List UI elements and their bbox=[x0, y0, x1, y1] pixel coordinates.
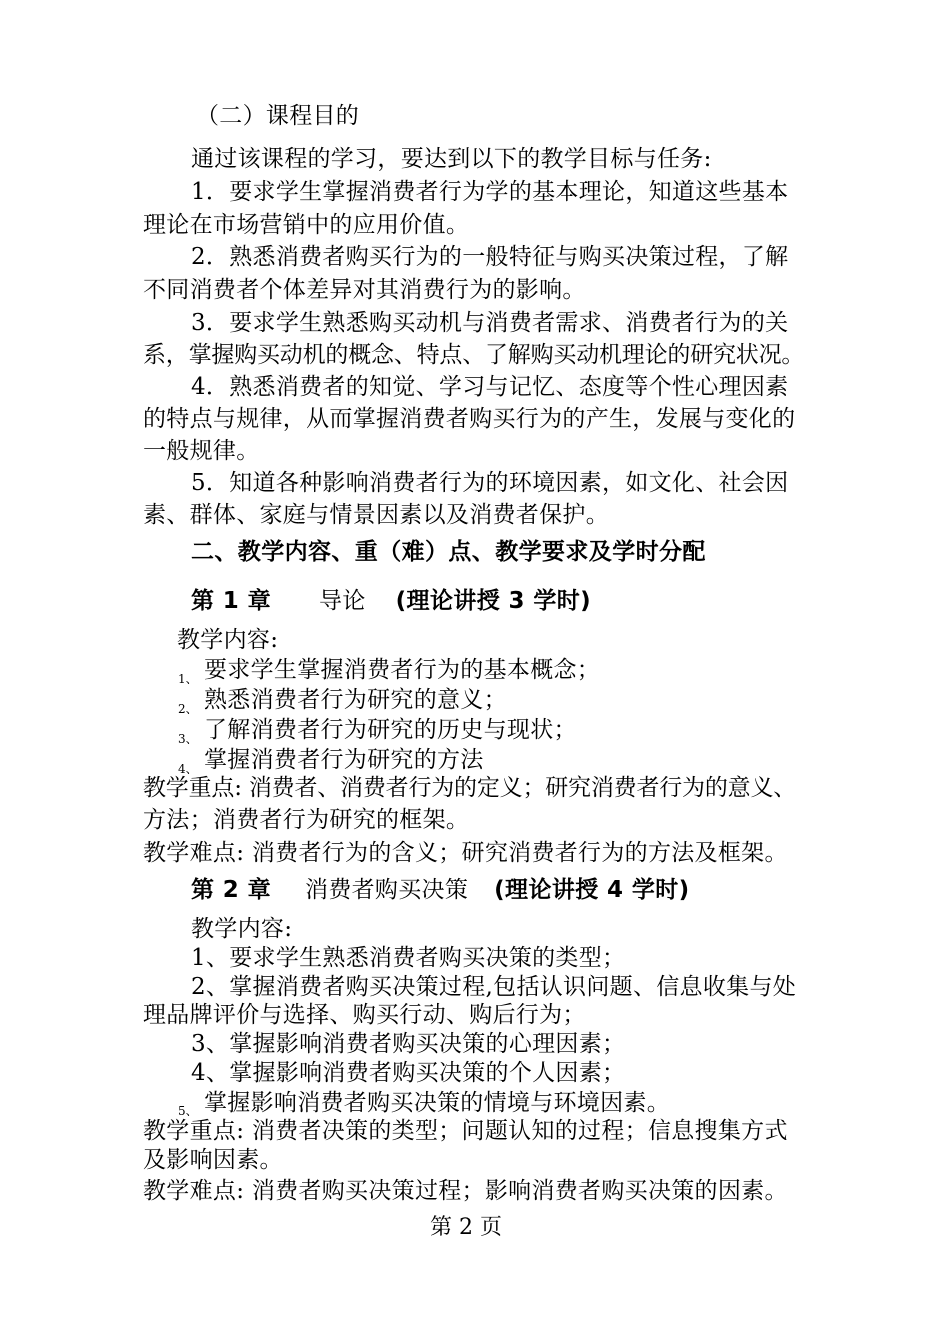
chapter-1-item-2-number: 2、 bbox=[178, 702, 198, 716]
chapter-1-item-3-number: 3、 bbox=[178, 732, 198, 746]
chapter-1-content-label: 教学内容: bbox=[177, 627, 279, 653]
chapter-1-item-3: 了解消费者行为研究的历史与现状； bbox=[204, 717, 577, 743]
chapter-2-item-1: 1、要求学生熟悉消费者购买决策的类型； bbox=[191, 945, 626, 971]
chapter-1-item-1: 要求学生掌握消费者行为的基本概念； bbox=[204, 657, 601, 683]
chapter-1-difficulties: 教学难点: 消费者行为的含义；研究消费者行为的方法及框架。 bbox=[143, 840, 788, 866]
chapter-1-item-1-number: 1、 bbox=[178, 672, 198, 686]
chapter-2-item-5: 掌握影响消费者购买决策的情境与环境因素。 bbox=[204, 1090, 670, 1116]
chapter-2-title: 消费者购买决策 bbox=[305, 877, 469, 903]
chapter-2-key-points-line1: 教学重点: 消费者决策的类型；问题认知的过程；信息搜集方式 bbox=[143, 1118, 788, 1144]
chapter-2-item-5-number: 5、 bbox=[178, 1104, 198, 1118]
chapter-2-content-label: 教学内容: bbox=[191, 916, 293, 942]
objectives-heading: （二）课程目的 bbox=[196, 103, 360, 129]
objective-2-line1: 2．熟悉消费者购买行为的一般特征与购买决策过程，了解 bbox=[191, 244, 789, 270]
chapter-1-key-points-line2: 方法；消费者行为研究的框架。 bbox=[143, 807, 470, 833]
chapter-2-label: 第 2 章 bbox=[191, 877, 272, 903]
chapter-2-key-points-line2: 及影响因素。 bbox=[143, 1147, 283, 1173]
chapter-1-item-4-number: 4、 bbox=[178, 762, 198, 776]
section-2-heading: 二、教学内容、重（难）点、教学要求及学时分配 bbox=[191, 539, 706, 565]
chapter-1-title: 导论 bbox=[319, 588, 366, 614]
objective-3-line2: 系，掌握购买动机的概念、特点、了解购买动机理论的研究状况。 bbox=[143, 342, 805, 368]
objective-4-line2: 的特点与规律，从而掌握消费者购买行为的产生，发展与变化的 bbox=[143, 406, 796, 432]
objective-5-line1: 5．知道各种影响消费者行为的环境因素，如文化、社会因 bbox=[191, 470, 789, 496]
objectives-intro: 通过该课程的学习，要达到以下的教学目标与任务: bbox=[191, 146, 712, 172]
chapter-1-item-4: 掌握消费者行为研究的方法 bbox=[204, 747, 484, 773]
chapter-1-key-points-line1: 教学重点: 消费者、消费者行为的定义；研究消费者行为的意义、 bbox=[143, 775, 797, 801]
page-number: 第 2 页 bbox=[430, 1215, 502, 1240]
chapter-2-hours: (理论讲授 4 学时) bbox=[494, 877, 690, 903]
chapter-2-item-3: 3、掌握影响消费者购买决策的心理因素； bbox=[191, 1031, 626, 1057]
chapter-1-label: 第 1 章 bbox=[191, 588, 272, 614]
chapter-2-item-2-line1: 2、掌握消费者购买决策过程,包括认识问题、信息收集与处 bbox=[191, 974, 797, 1000]
objective-5-line2: 素、群体、家庭与情景因素以及消费者保护。 bbox=[143, 502, 609, 528]
objective-3-line1: 3．要求学生熟悉购买动机与消费者需求、消费者行为的关 bbox=[191, 310, 789, 336]
objective-2-line2: 不同消费者个体差异对其消费行为的影响。 bbox=[143, 277, 586, 303]
objective-1-line1: 1．要求学生掌握消费者行为学的基本理论，知道这些基本 bbox=[191, 179, 789, 205]
chapter-1-item-2: 熟悉消费者行为研究的意义； bbox=[204, 687, 507, 713]
chapter-2-item-2-line2: 理品牌评价与选择、购买行动、购后行为； bbox=[143, 1002, 586, 1028]
chapter-1-heading bbox=[191, 586, 591, 616]
objective-4-line1: 4．熟悉消费者的知觉、学习与记忆、态度等个性心理因素 bbox=[191, 374, 789, 400]
chapter-2-difficulties: 教学难点: 消费者购买决策过程；影响消费者购买决策的因素。 bbox=[143, 1178, 788, 1204]
chapter-2-heading bbox=[191, 875, 690, 905]
objective-1-line2: 理论在市场营销中的应用价值。 bbox=[143, 212, 470, 238]
objective-4-line3: 一般规律。 bbox=[143, 438, 260, 464]
chapter-2-item-4: 4、掌握影响消费者购买决策的个人因素； bbox=[191, 1060, 626, 1086]
chapter-1-hours: (理论讲授 3 学时) bbox=[395, 588, 592, 614]
